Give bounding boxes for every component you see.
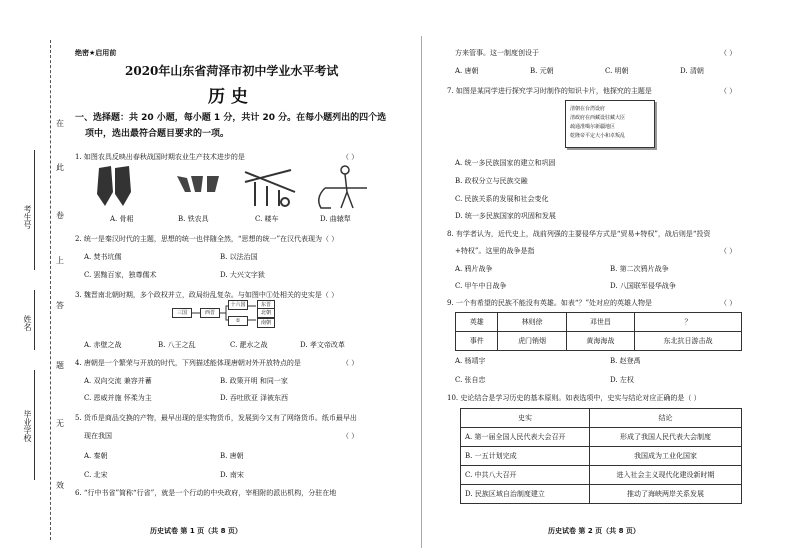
flow-box-nanchao: 南朝	[257, 318, 275, 328]
table-cell: 形成了我国人民代表大会制度	[590, 428, 742, 447]
q7-option-b: B. 政权分立与民族交融	[455, 177, 528, 185]
q7-option-a: A. 统一多民族国家的建立和巩固	[455, 159, 556, 167]
table-row	[461, 485, 742, 504]
q9-option-c: C. 张自忠	[455, 376, 486, 384]
curved-plow-image	[319, 166, 367, 208]
q3-option-c: C. 淝水之战	[230, 341, 268, 349]
q1-option-b: B. 铁农具	[178, 215, 209, 223]
table-cell: 推动了海峡两岸关系发展	[590, 485, 742, 504]
q8-stem-cont: +特权”。这里的战争是指	[455, 247, 535, 255]
flow-box-dongjin: 东晋	[257, 300, 275, 310]
q2-option-d: D. 大兴文字狱	[220, 271, 265, 279]
footer-left: 历史试卷 第 1 页（共 8 页）	[150, 527, 242, 535]
footer-right: 历史试卷 第 2 页（共 8 页）	[548, 527, 640, 535]
section1-heading-cont: 项中，选出最符合题目要求的一项。	[85, 129, 230, 139]
table-row	[461, 409, 742, 428]
bone-spade-image	[97, 166, 131, 206]
q7-knowledge-card	[565, 100, 655, 148]
table-row	[456, 332, 742, 351]
q6-option-a: A. 唐朝	[455, 67, 479, 75]
table-cell: 我国成为工业化国家	[590, 447, 742, 466]
q6-option-c: C. 明朝	[605, 67, 629, 75]
q6-option-d: D. 清朝	[680, 67, 704, 75]
q4-stem: 4. 唐朝是一个繁荣与开放的时代，下列描述能体现唐朝对外开放特点的是	[75, 359, 301, 367]
flow-box-shiliuguo: 十六国	[228, 300, 248, 310]
q1-option-d: D. 曲辕犁	[320, 215, 351, 223]
q10-fact-table	[460, 408, 742, 504]
q3-stem: 3. 魏晋南北朝时期，多个政权并立，政局纷乱复杂。与如图中①处相关的史实是（ ）	[75, 291, 339, 299]
q6-answer-paren: （ ）	[720, 49, 737, 57]
q8-answer-paren: （ ）	[720, 247, 737, 255]
card-line: 疏通准噶尔新疆地区	[570, 124, 616, 130]
q9-hero-table	[455, 312, 742, 351]
iron-tools-image	[177, 176, 219, 192]
q5-option-d: D. 南宋	[220, 471, 244, 479]
flow-box-beichao: 北朝	[257, 308, 275, 318]
q2-option-c: C. 罢黜百家，独尊儒术	[84, 271, 157, 279]
seal-char: 答	[56, 301, 64, 310]
name-label: 姓名	[23, 315, 32, 331]
table-row	[461, 447, 742, 466]
table-header-cell: 结论	[590, 409, 742, 428]
q1-stem: 1. 如图农具反映出春秋战国时期农业生产技术进步的是	[75, 153, 245, 161]
q9-option-b: B. 赵登禹	[610, 357, 641, 365]
q2-stem: 2. 统一是秦汉时代的主题，思想的统一也伴随全然，“思想的统一”在汉代表现为（ ）	[75, 235, 339, 243]
table-row	[461, 466, 742, 485]
table-cell: C. 中共八大召开	[461, 466, 590, 485]
exam-title: 2020年山东省菏泽市初中学业水平考试	[125, 64, 339, 78]
q9-option-d: D. 左权	[610, 376, 634, 384]
q4-option-d: D. 吞吐欧亚 泽被东西	[220, 394, 289, 402]
q1-option-a: A. 骨耜	[110, 215, 134, 223]
secret-label: 绝密★启用前	[75, 49, 117, 57]
binding-dashed-line	[50, 40, 51, 540]
q9-option-a: A. 杨靖宇	[455, 357, 486, 365]
q1-answer-paren: （ ）	[342, 153, 359, 161]
exam-number-label: 考生号	[23, 205, 32, 229]
page-divider	[421, 36, 422, 548]
q2-option-a: A. 焚书坑儒	[84, 253, 122, 261]
table-cell: 邓世昌	[566, 313, 634, 332]
table-cell: ？	[634, 313, 741, 332]
q9-stem: 9. 一个有希望的民族不能没有英雄。如表“？”处对应的英雄人物是	[447, 299, 653, 307]
q8-option-b: B. 第二次鸦片战争	[610, 265, 669, 273]
school-label: 毕业学校	[23, 410, 32, 442]
q2-option-b: B. 以法治国	[220, 253, 258, 261]
q9-answer-paren: （ ）	[720, 299, 737, 307]
card-line: 清朝在台湾设府	[570, 106, 606, 112]
q8-option-d: D. 八国联军侵华战争	[610, 282, 676, 290]
q8-option-c: C. 甲午中日战争	[455, 282, 507, 290]
q5-option-c: C. 北宋	[84, 471, 108, 479]
q7-option-d: D. 统一多民族国家的巩固和发展	[455, 212, 556, 220]
flow-box-blank: ①	[228, 316, 248, 326]
seal-char: 此	[56, 163, 64, 172]
q4-option-b: B. 政策开明 和同一家	[220, 377, 288, 385]
card-line: 乾隆帝平定大小和卓叛乱	[570, 133, 626, 139]
table-cell: A. 第一届全国人民代表大会召开	[461, 428, 590, 447]
table-cell: B. 一五计划完成	[461, 447, 590, 466]
flow-box-sanguo: 三国	[172, 308, 192, 318]
table-cell: D. 民族区域自治制度建立	[461, 485, 590, 504]
seal-char: 卷	[56, 211, 64, 220]
q4-option-c: C. 恩威并施 怀柔为主	[84, 394, 152, 402]
table-cell: 进入社会主义现代化建设新时期	[590, 466, 742, 485]
table-row	[461, 428, 742, 447]
flow-box-xijin: 西晋	[200, 308, 220, 318]
q4-option-a: A. 双向交流 兼容并蓄	[84, 377, 152, 385]
q1-option-c: C. 耧车	[255, 215, 279, 223]
card-line: 清政府在西藏设驻藏大臣	[570, 115, 626, 121]
q7-answer-paren: （ ）	[720, 87, 737, 95]
subject-title: 历 史	[208, 87, 248, 107]
table-cell: 虎门销烟	[498, 332, 566, 351]
q5-stem-cont: 现在我国	[84, 432, 112, 440]
q1-tool-images	[95, 162, 375, 214]
q4-answer-paren: （ ）	[342, 359, 359, 367]
q5-stem: 5. 货币是商品交换的产物，最早出现的是实物货币，发展到今又有了网络货币。纸币最早出	[75, 414, 357, 422]
seal-char: 在	[56, 119, 64, 128]
q3-option-d: D. 孝文帝改革	[300, 341, 345, 349]
q6-stem: 6. “行中书省”简称“行省”，就是一个行动的中央政府，宰相附的派出机构，分驻在地	[75, 489, 337, 497]
q3-option-a: A. 赤壁之战	[84, 341, 122, 349]
seed-drill-image	[245, 170, 295, 206]
table-cell: 事件	[456, 332, 498, 351]
school-line	[34, 370, 35, 480]
q5-option-a: A. 秦朝	[84, 452, 108, 460]
q5-option-b: B. 唐朝	[220, 452, 244, 460]
q8-stem: 8. 有学者认为，近代史上，战前列强的主要侵华方式是“贸易+特权”，战后则是“投资	[447, 230, 711, 238]
exam-number-line	[34, 150, 35, 270]
q7-option-c: C. 民族关系的发展和社会变化	[455, 195, 549, 203]
table-cell: 英雄	[456, 313, 498, 332]
table-cell: 东北抗日游击战	[634, 332, 741, 351]
table-row	[456, 313, 742, 332]
q10-stem: 10. 史论结合是学习历史的基本原则。如表选项中，史实与结论对应正确的是（ ）	[447, 394, 701, 402]
name-line	[34, 290, 35, 350]
q5-answer-paren: （ ）	[342, 432, 359, 440]
table-cell: 林则徐	[498, 313, 566, 332]
q6-stem-cont: 方来管事。这一制度创设于	[455, 49, 539, 57]
q3-option-b: B. 八王之乱	[158, 341, 196, 349]
q6-option-b: B. 元朝	[530, 67, 554, 75]
seal-char: 无	[56, 419, 64, 428]
seal-char: 题	[56, 361, 64, 370]
q7-stem: 7. 如图是某同学进行探究学习时制作的知识卡片，他探究的主题是	[447, 87, 652, 95]
section1-heading: 一、选择题：共 20 小题，每小题 1 分，共计 20 分。在每小题列出的四个选	[75, 113, 387, 123]
q8-option-a: A. 鸦片战争	[455, 265, 493, 273]
seal-char: 效	[56, 481, 64, 490]
table-cell: 黄海海战	[566, 332, 634, 351]
table-header-cell: 史实	[461, 409, 590, 428]
seal-char: 上	[56, 256, 64, 265]
